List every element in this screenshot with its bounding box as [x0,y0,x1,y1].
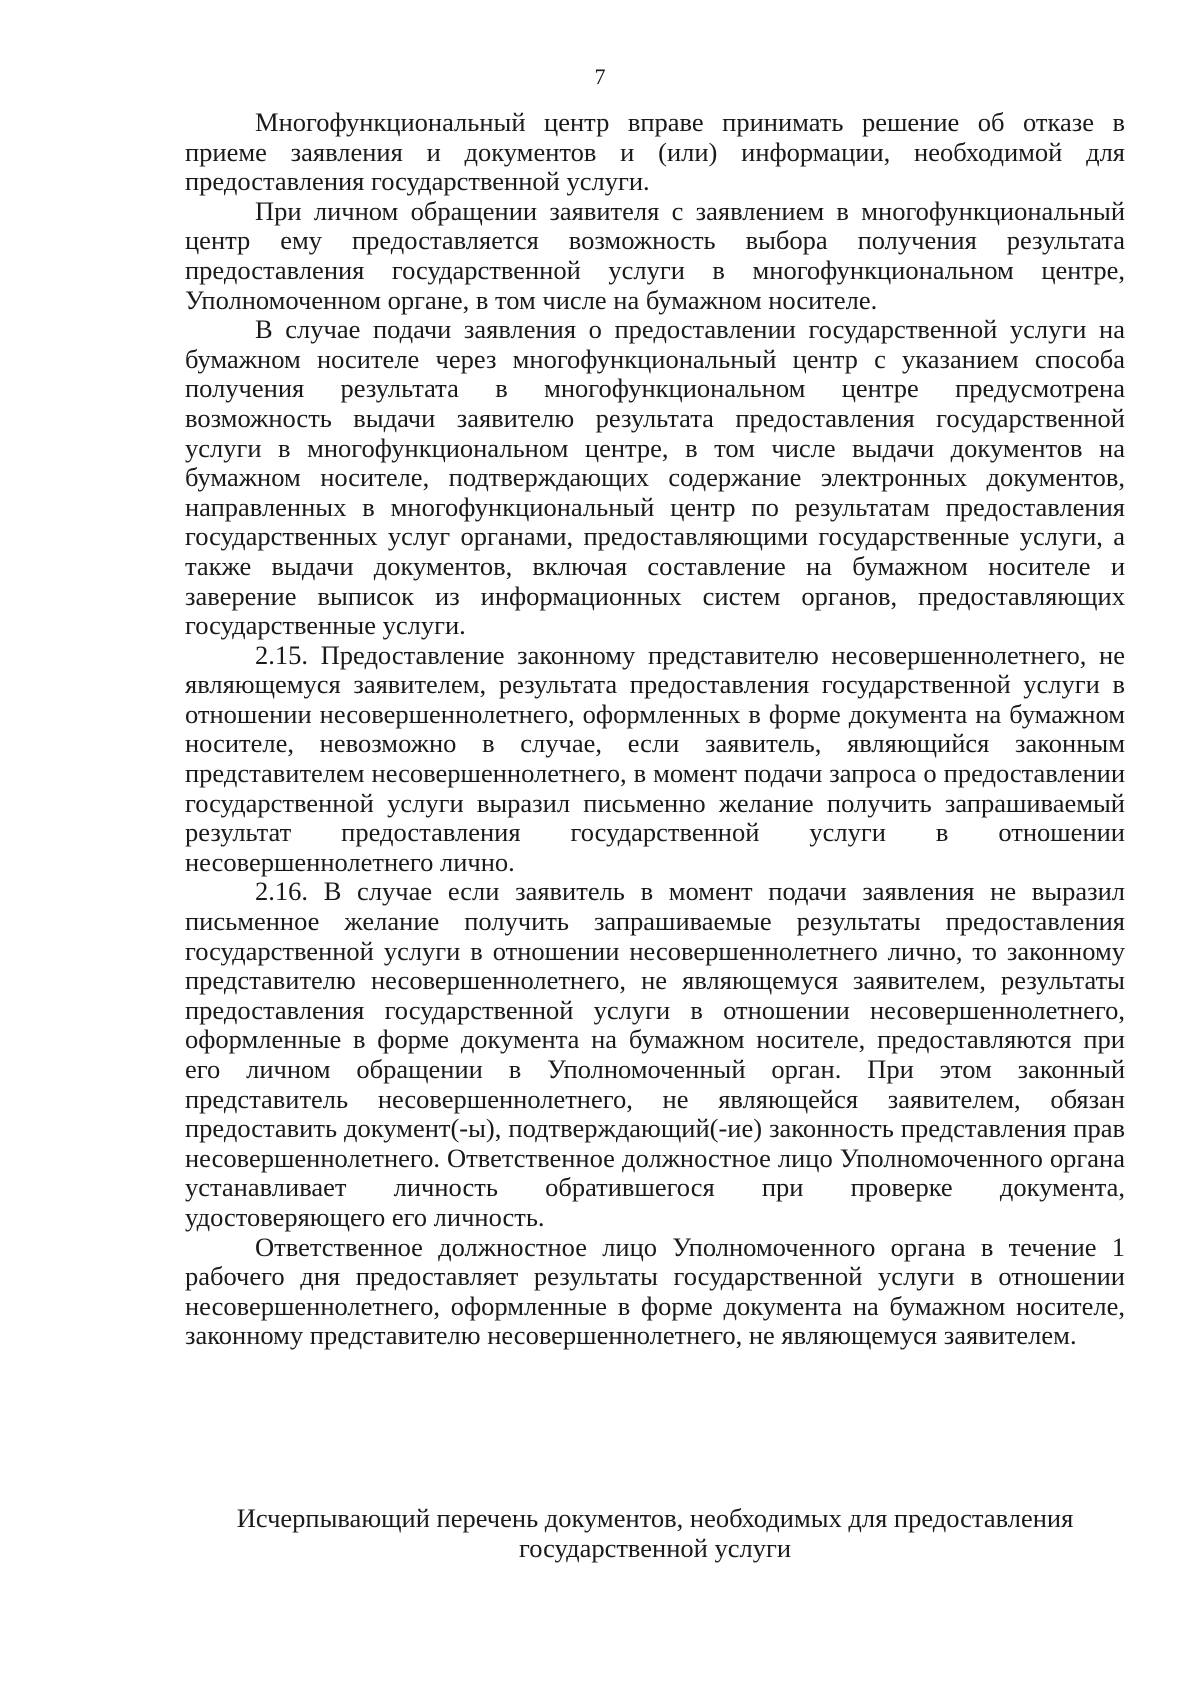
paragraph-paper-submission: В случае подачи заявления о предоставлении государственной услуги на бумажном носителе через многофункциональный центр с указанием способа получения результата в многофункциональном центре предусмотрена возможность выдачи заявителю результата предоставления государственной услуги в многофункциональном центре, в том числе выдачи документов на бумажном носителе, подтверждающих содержание электронных документов, направленных в многофункциональный центр по результатам предоставления государственных услуг органами, предоставляющими государственные услуги, а также выдачи документов, включая составление на бумажном носителе и заверение выписок из информационных систем органов, предоставляющих государственные услуги. [185,314,1125,641]
paragraph-responsible-official: Ответственное должностное лицо Уполномоченного органа в течение 1 рабочего дня предоставляет результаты государственной услуги в отношении несовершеннолетнего, оформленные в форме документа на бумажном носителе, законному представителю несовершеннолетнего, не являющемуся заявителем. [185,1231,1125,1351]
section-heading-line-1: Исчерпывающий перечень документов, необходимых для предоставления [236,1503,1074,1533]
paragraph-mfc-refusal: Многофункциональный центр вправе принимать решение об отказе в приеме заявления и документов и (или) информации, необходимой для предоставления государственной услуги. [185,107,1125,197]
paragraph-2-16: 2.16. В случае если заявитель в момент подачи заявления не выразил письменное желание получить запрашиваемые результаты предоставления государственной услуги в отношении несовершеннолетнего лично, то законному представителю несовершеннолетнего, не являющемуся заявителем, результаты предоставления государственной услуги в отношении несовершеннолетнего, оформленные в форме документа на бумажном носителе, предоставляются при его личном обращении в Уполномоченный орган. При этом законный представитель несовершеннолетнего, не являющейся заявителем, обязан предоставить документ(-ы), подтверждающий(-ие) законность представления прав несовершеннолетнего. Ответственное должностное лицо Уполномоченного органа устанавливает личность обратившегося при проверке документа, удостоверяющего его личность. [185,876,1125,1232]
page-number: 7 [594,64,606,89]
section-heading-line-2: государственной услуги [518,1533,792,1563]
paragraph-personal-visit: При личном обращении заявителя с заявлением в многофункциональный центр ему предоставляется возможность выбора получения результата предоставления государственной услуги в многофункциональном центре, Уполномоченном органе, в том числе на бумажном носителе. [185,195,1125,315]
document-body [185,108,1125,1351]
paragraph-2-15: 2.15. Предоставление законному представителю несовершеннолетнего, не являющемуся заявителем, результата предоставления государственной услуги в отношении несовершеннолетнего, оформленных в форме документа на бумажном носителе, невозможно в случае, если заявитель, являющийся законным представителем несовершеннолетнего, в момент подачи запроса о предоставлении государственной услуги выразил письменно желание получить запрашиваемый результат предоставления государственной услуги в отношении несовершеннолетнего лично. [185,639,1125,877]
section-heading [185,1503,1125,1563]
